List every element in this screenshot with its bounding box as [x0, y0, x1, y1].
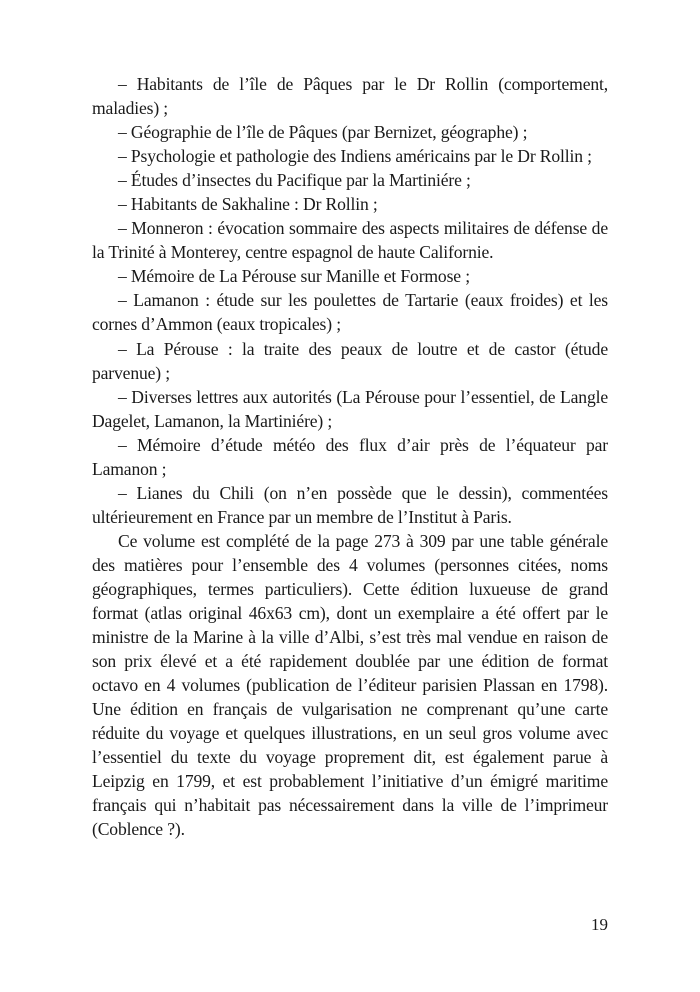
list-item: – Habitants de l’île de Pâques par le Dr Rollin (comportement, maladies) ; [92, 74, 608, 119]
list-item: – Psychologie et pathologie des Indiens américains par le Dr Rollin ; [118, 146, 592, 167]
list-item: – Diverses lettres aux autorités (La Pérouse pour l’essentiel, de Langle Dagelet, Lamanon, la Martiniére) ; [92, 386, 608, 431]
list-item: – La Pérouse : la traite des peaux de loutre et de castor (étude parvenue) ; [92, 338, 608, 383]
list-item: – Mémoire de La Pérouse sur Manille et Formose ; [118, 266, 470, 287]
page-number: 19 [591, 915, 608, 934]
page-body [92, 72, 608, 842]
list-item: – Lianes du Chili (on n’en possède que le dessin), commentées ultérieurement en France par un membre de l’Institut à Paris. [92, 482, 608, 527]
list-item: – Études d’insectes du Pacifique par la Martiniére ; [118, 170, 471, 191]
list-item: – Monneron : évocation sommaire des aspects militaires de défense de la Trinité à Monterey, centre espagnol de haute Californie. [92, 218, 608, 263]
body-paragraph: Ce volume est complété de la page 273 à 309 par une table générale des matières pour l’ensemble des 4 volumes (personnes citées, noms géographiques, termes particuliers). Cette édition luxueuse de grand format (atlas original 46x63 cm), dont un exemplaire a été offert par le ministre de la Marine à la ville d’Albi, s’est très mal vendue en raison de son prix élevé et a été rapidement doublée par une édition de format octavo en 4 volumes (publication de l’éditeur parisien Plassan en 1798). Une édition en français de vulgarisation ne comprenant qu’une carte réduite du voyage et quelques illustrations, en un seul gros volume avec l’essentiel du texte du voyage proprement dit, est également parue à Leipzig en 1799, et est probablement l’initiative d’un émigré maritime français qui n’habitait pas nécessairement dans la ville de l’imprimeur (Coblence ?). [92, 530, 608, 840]
list-item: – Habitants de Sakhaline : Dr Rollin ; [118, 194, 378, 215]
list-item: – Lamanon : étude sur les poulettes de Tartarie (eaux froides) et les cornes d’Ammon (eaux tropicales) ; [92, 290, 608, 335]
list-item: – Géographie de l’île de Pâques (par Bernizet, géographe) ; [118, 122, 528, 143]
list-item: – Mémoire d’étude météo des flux d’air près de l’équateur par Lamanon ; [92, 434, 608, 479]
